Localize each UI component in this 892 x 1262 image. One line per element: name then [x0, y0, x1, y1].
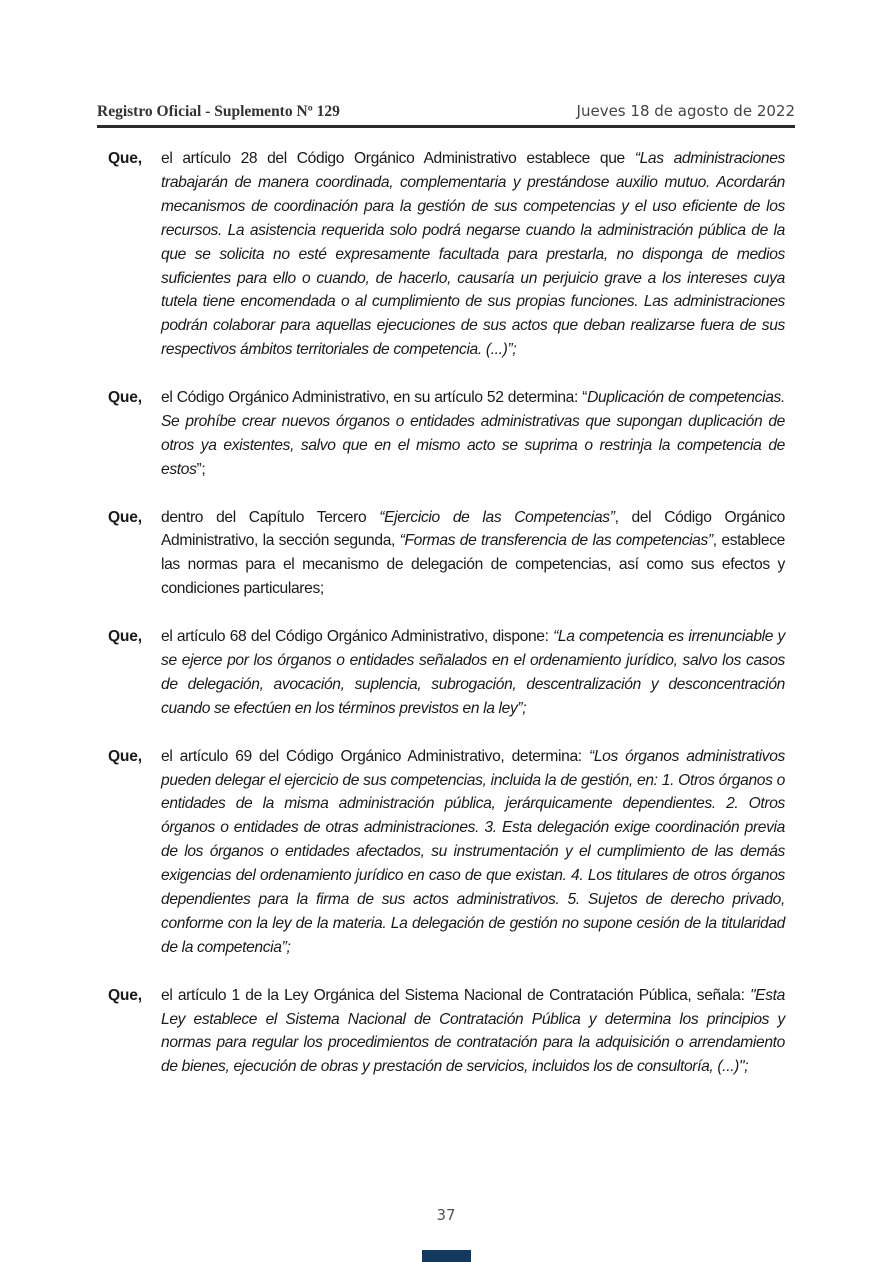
paragraph-text — [161, 506, 785, 602]
considerando-paragraph — [108, 506, 785, 602]
paragraph-lead: Que, — [108, 628, 142, 646]
publication-title: Registro Oficial - Suplemento Nº 129 — [97, 103, 340, 120]
paragraph-lead: Que, — [108, 508, 142, 526]
considerando-paragraph — [108, 386, 785, 482]
body-text: el artículo 69 del Código Orgánico Administrativo, determina: — [161, 747, 589, 765]
paragraph-text — [161, 386, 785, 482]
considerando-paragraph — [108, 147, 785, 362]
paragraph-lead: Que, — [108, 150, 142, 167]
publication-date: Jueves 18 de agosto de 2022 — [576, 102, 795, 120]
document-body — [108, 147, 785, 1103]
paragraph-text — [161, 984, 785, 1080]
paragraph-text — [161, 745, 785, 960]
paragraph-text — [161, 147, 785, 362]
page-number: 37 — [436, 1206, 456, 1224]
quoted-text: Duplicación de competencias. Se prohíbe crear nuevos órganos o entidades administrativas que supongan duplicación de otros ya existentes, salvo que en el mismo acto se suprima o restrinja la competencia de estos — [161, 389, 785, 478]
paragraph-lead: Que, — [108, 986, 142, 1004]
quoted-text: “Las administraciones trabajarán de manera coordinada, complementaria y prestándose auxilio mutuo. Acordarán mecanismos de coordinación para la gestión de sus competencias y el uso eficiente de los recursos. La asistencia requerida solo podrá negarse cuando la administración pública de la que se solicita no esté expresamente facultada para prestarla, no disponga de medios suficientes para ello o cuando, de hacerlo, causaría un perjuicio grave a los intereses cuya tutela tiene encomendada o al cumplimiento de sus propias funciones. Las administraciones podrán colaborar para aquellas ejecuciones de sus actos que deban realizarse fuera de sus respectivos ámbitos territoriales de competencia. (...)”; — [161, 150, 786, 359]
body-text: ”; — [196, 460, 206, 478]
considerando-paragraph — [108, 984, 785, 1080]
quoted-text: “Ejercicio de las Competencias” — [379, 508, 615, 526]
paragraph-lead: Que, — [108, 389, 142, 407]
quoted-text: "Esta Ley establece el Sistema Nacional de Contratación Pública y determina los principios y normas para regular los procedimientos de contratación para la adquisición o arrendamiento de bienes, ejecución de obras y prestación de servicios, incluidos los de consultoría, (...)"; — [161, 986, 785, 1076]
body-text: el artículo 68 del Código Orgánico Administrativo, dispone: — [161, 628, 554, 646]
paragraph-text — [161, 625, 785, 721]
body-text: el artículo 28 del Código Orgánico Administrativo establece que — [161, 150, 635, 167]
quoted-text: “Los órganos administrativos pueden delegar el ejercicio de sus competencias, incluida la de gestión, en: 1. Otros órganos o entidades de la misma administración pública, jerárquicamente dependientes. 2. Otros órganos o entidades de otras administraciones. 3. Esta delegación exige coordinación previa de los órganos o entidades afectados, su instrumentación y el cumplimiento de las demás exigencias del ordenamiento jurídico en caso de que existan. 4. Los titulares de otros órganos dependientes para la firma de sus actos administrativos. 5. Sujetos de derecho privado, conforme con la ley de la materia. La delegación de gestión no supone cesión de la titularidad de la competencia”; — [161, 747, 786, 956]
quoted-text: “Formas de transferencia de las competencias” — [399, 532, 713, 550]
quoted-text: “La competencia es irrenunciable y se ejerce por los órganos o entidades señalados en el ordenamiento jurídico, salvo los casos de delegación, avocación, suplencia, subrogación, descentralización y desconcentración cuando se efectúen en los términos previstos en la ley”; — [161, 628, 786, 717]
considerando-paragraph — [108, 745, 785, 960]
footer-bar — [422, 1250, 471, 1262]
body-text: , establece las normas para el mecanismo de delegación de competencias, así como sus efectos y condiciones particulares; — [161, 532, 785, 598]
header-divider — [97, 125, 795, 128]
body-text: dentro del Capítulo Tercero — [161, 508, 380, 526]
body-text: el artículo 1 de la Ley Orgánica del Sistema Nacional de Contratación Pública, señala: — [161, 986, 750, 1004]
body-text: , del Código Orgánico Administrativo, la sección segunda, — [161, 508, 785, 550]
considerando-paragraph — [108, 625, 785, 721]
body-text: el Código Orgánico Administrativo, en su artículo 52 determina: “ — [161, 389, 588, 407]
page-header — [97, 103, 795, 125]
paragraph-lead: Que, — [108, 747, 142, 765]
